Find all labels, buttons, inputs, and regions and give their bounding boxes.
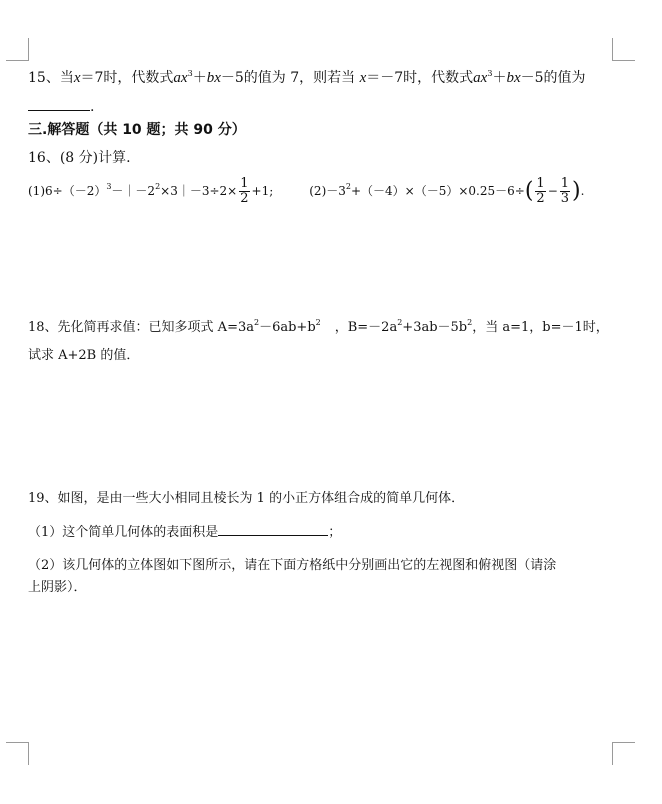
- expression-1: $(1)6\div(-2)^3-|-2^2\times 3|-3\div 2\times$ $\frac{1}{2}$ +1;: [28, 175, 274, 206]
- question-16-title: 16、(8 分)计算.: [28, 150, 131, 166]
- question-16-expressions: [28, 176, 584, 206]
- question-19-line-1: 19、如图，是由一些大小相同且棱长为 1 的小正方体组合成的简单几何体．: [28, 491, 465, 506]
- question-18-line-1: 18、先化简再求值：已知多项式 $A=3a^2-6ab+b^2$ ，$B=-2a^2+3ab-5b^2$，当 a=1，b=－1时，: [28, 318, 609, 335]
- question-19-line-4: 上阴影）．: [28, 580, 87, 595]
- question-19-line-2: （1）这个简单几何体的表面积是 ；: [28, 525, 342, 540]
- answer-blank-15[interactable]: [28, 98, 90, 111]
- question-18-line-2: 试求 A+2B 的值．: [28, 348, 140, 363]
- fraction-one-third: $\frac{1}{3}$: [560, 175, 570, 206]
- fraction-one-half: $\frac{1}{2}$: [240, 175, 249, 206]
- corner-mark-top-right: [612, 38, 635, 61]
- question-19-line-3: （2）该几何体的立体图如下图所示，请在下面方格纸中分别画出它的左视图和俯视图（请涂: [28, 558, 557, 573]
- expression-2: $(2)-3^2+(-4)\times(-5)\times 0.25-6\div$( $\frac{1}{2}$ − $\frac{1}{3}$ ).: [309, 175, 585, 206]
- answer-blank-19[interactable]: [218, 523, 328, 536]
- corner-mark-top-left: [6, 38, 29, 61]
- section-heading: 三.解答题（共 10 题；共 90 分）: [28, 122, 246, 138]
- question-15: 15、当x＝7时，代数式$ax^3+bx-5$的值为 7，则若当 x＝－7时，代数式$ax^3+bx-5$的值为: [28, 69, 586, 86]
- question-15-answer-line: .: [28, 98, 94, 116]
- corner-mark-bottom-left: [6, 742, 29, 765]
- fraction-one-half-2: $\frac{1}{2}$: [536, 175, 545, 206]
- corner-mark-bottom-right: [612, 742, 635, 765]
